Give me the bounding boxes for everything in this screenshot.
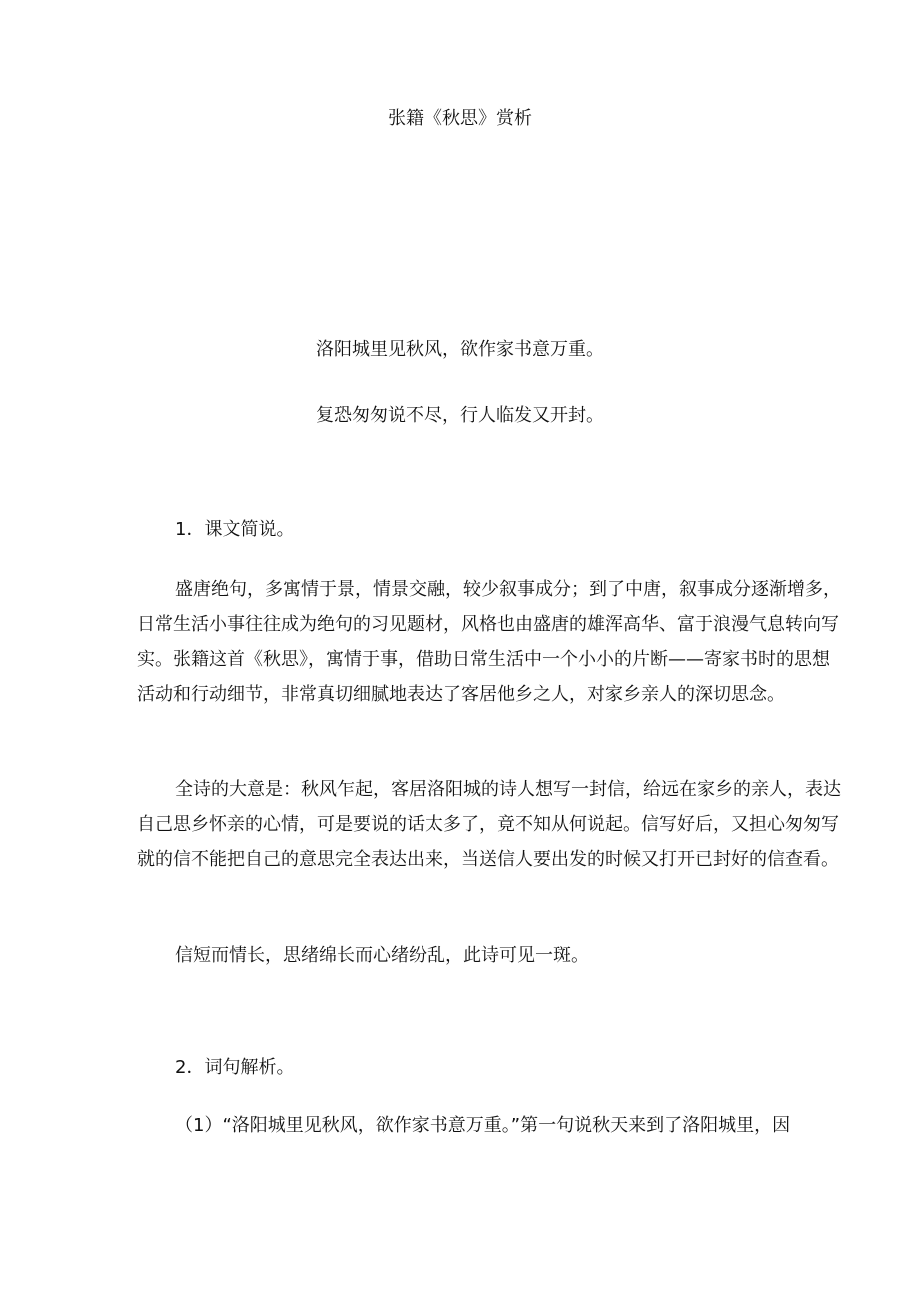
section-1-paragraph-3: 信短而情长，思绪绵长而心绪纷乱，此诗可见一斑。 (175, 945, 589, 966)
section-1-paragraph-1: 盛唐绝句，多寓情于景，情景交融，较少叙事成分；到了中唐，叙事成分逐渐增多，日常生活小事往往成为绝句的习见题材，风格也由盛唐的雄浑高华、富于浪漫气息转向写实。张籍这首《秋思》，寓情于事，借助日常生活中一个小小的片断——寄家书时的思想活动和行动细节，非常真切细腻地表达了客居他乡之人，对家乡亲人的深切思念。 (137, 579, 841, 705)
section-1-paragraph-2: 全诗的大意是：秋风乍起，客居洛阳城的诗人想写一封信，给远在家乡的亲人，表达自己思乡怀亲的心情，可是要说的话太多了，竟不知从何说起。信写好后，又担心匆匆写就的信不能把自己的意思完全表达出来，当送信人要出发的时候又打开已封好的信查看。 (137, 779, 841, 870)
section-1-heading: 1．课文简说。 (175, 519, 295, 540)
section-2-paragraph-1: （1）“洛阳城里见秋风，欲作家书意万重。”第一句说秋天来到了洛阳城里，因 (175, 1115, 791, 1136)
document-title: 张籍《秋思》赏析 (388, 108, 532, 129)
poem-line-1: 洛阳城里见秋风，欲作家书意万重。 (316, 339, 604, 360)
section-2-heading: 2．词句解析。 (175, 1057, 295, 1078)
poem-line-2: 复恐匆匆说不尽，行人临发又开封。 (316, 405, 604, 426)
